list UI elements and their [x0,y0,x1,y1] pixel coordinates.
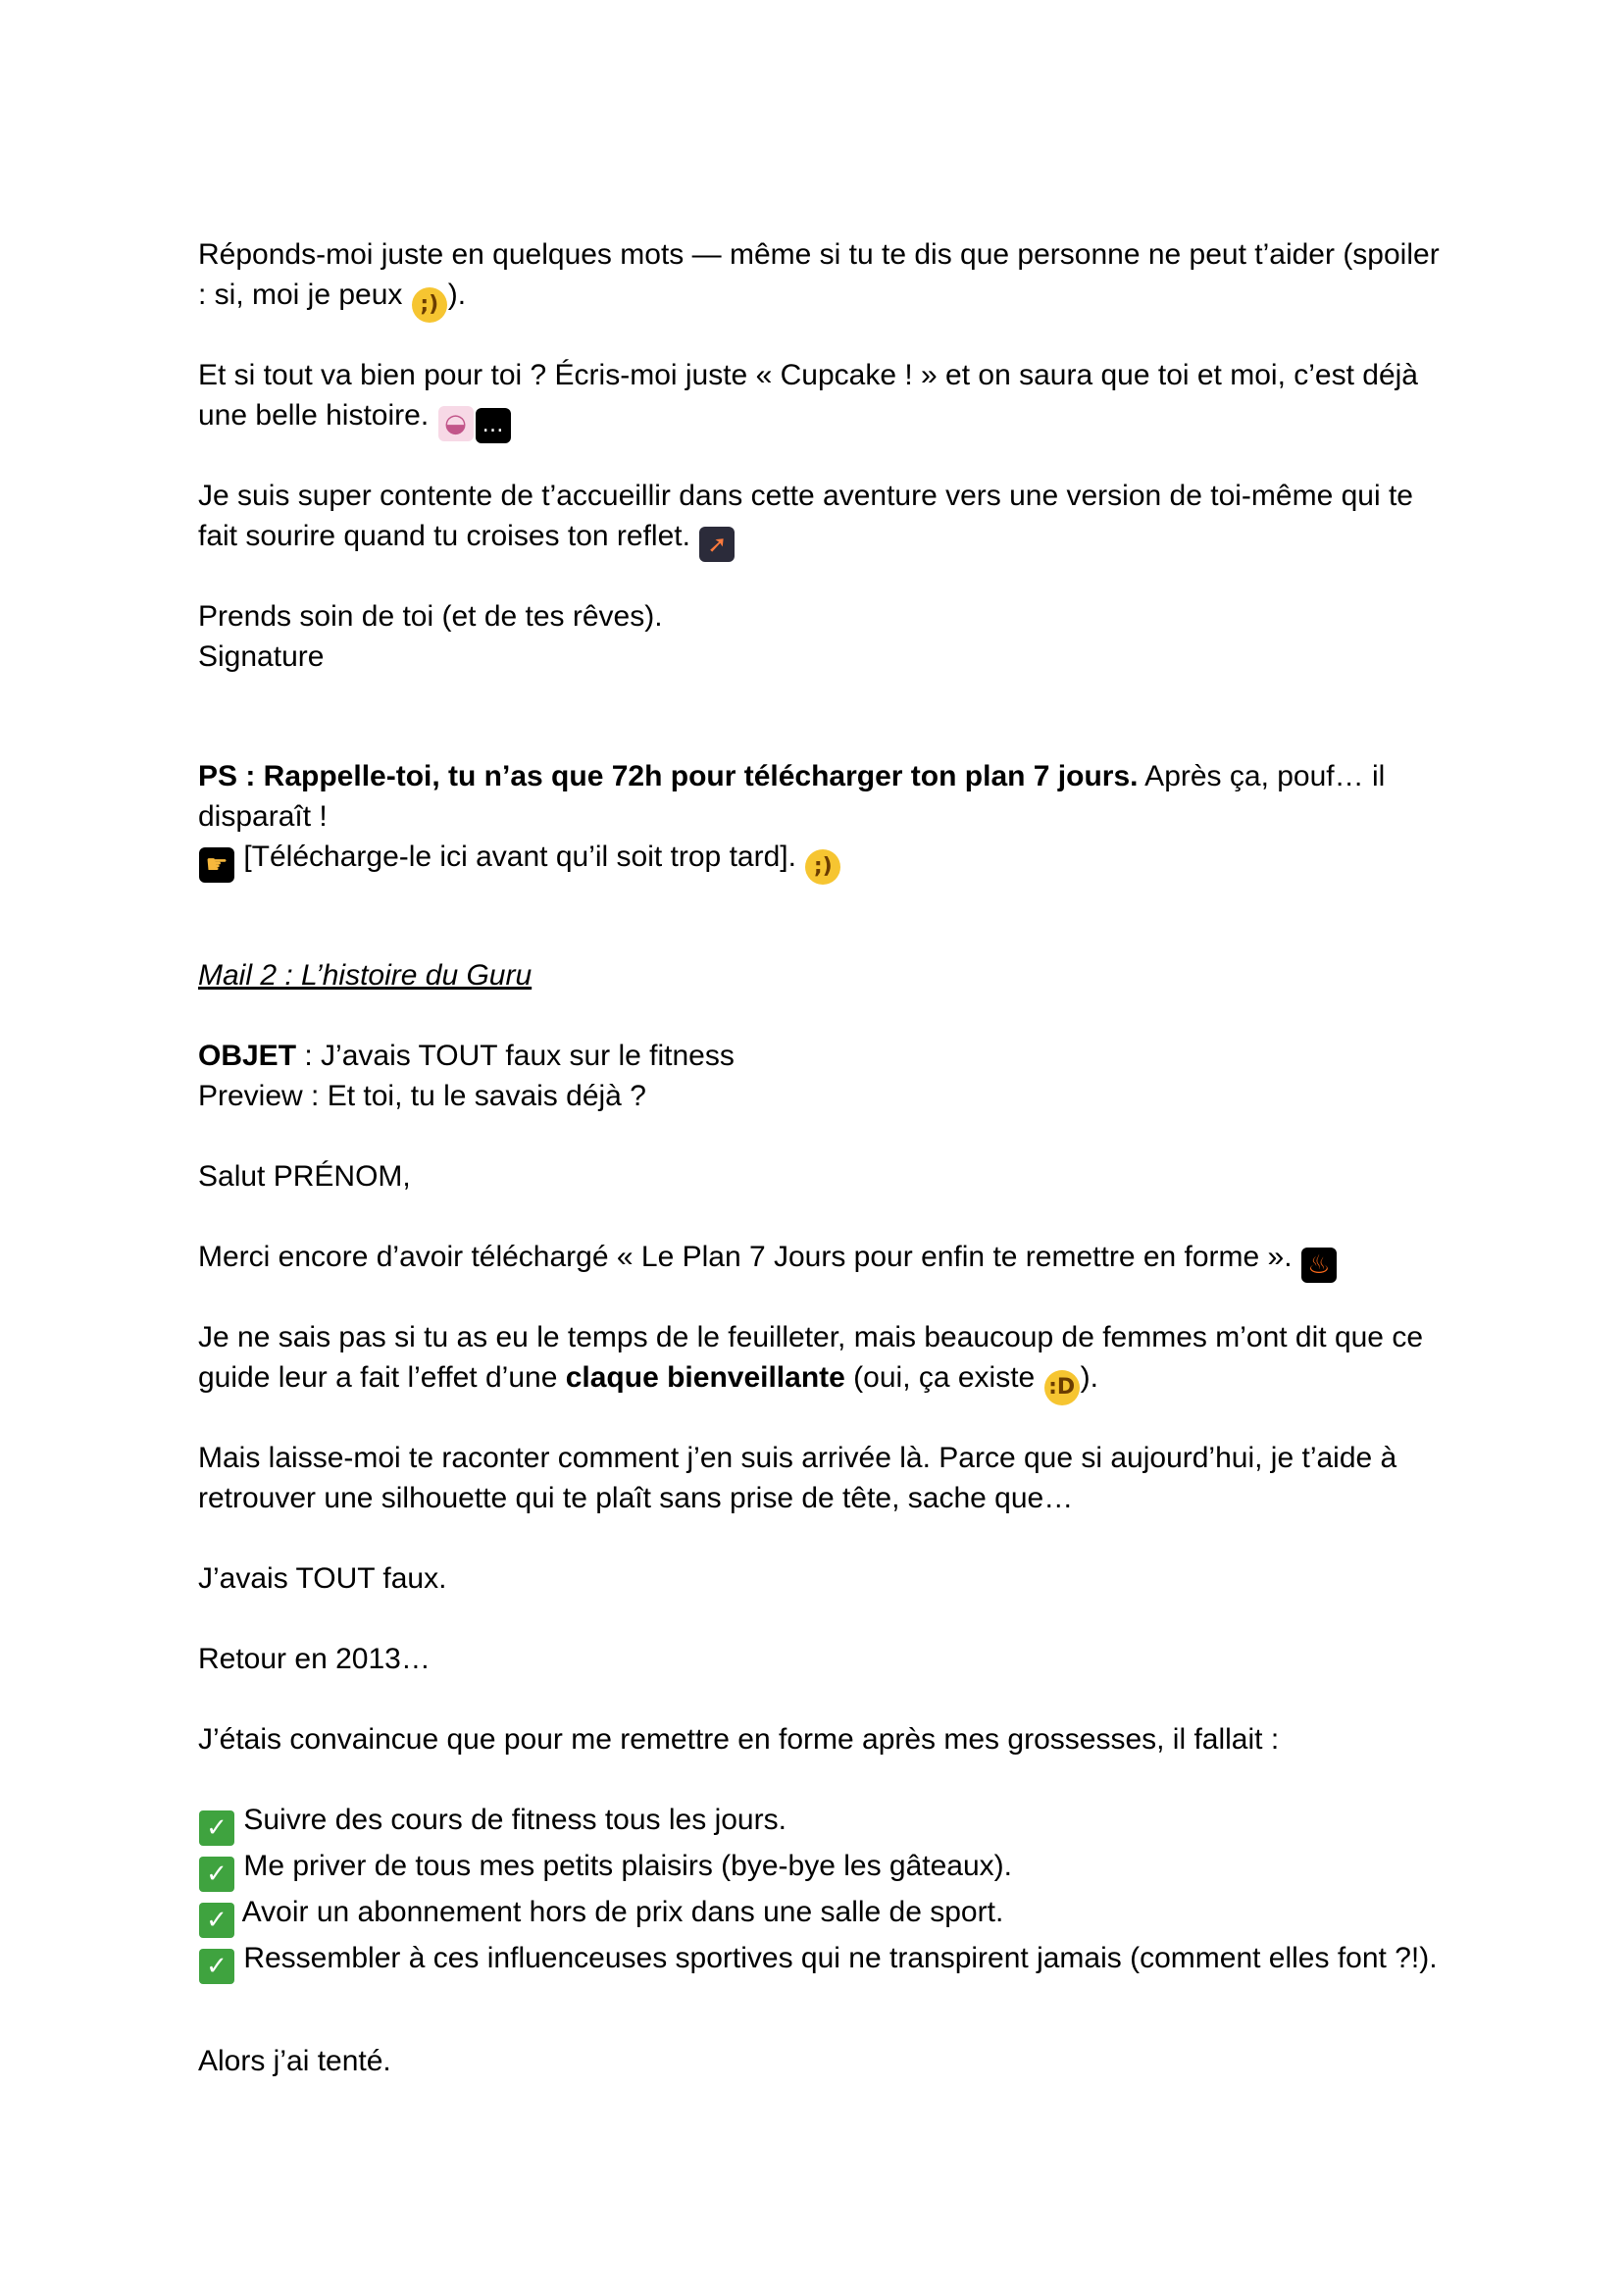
cupcake-emoji-icon: ◒ [438,406,474,441]
text-signoff: Prends soin de toi (et de tes rêves). [198,600,663,633]
text-reply-end: ). [447,279,467,311]
paragraph-convaincue: J’étais convaincue que pour me remettre en forme après mes grossesses, il fallait : [198,1723,1280,1756]
list-item-text: Avoir un abonnement hors de prix dans une salle de sport. [235,1896,1004,1928]
list-item [198,1938,1453,1984]
text-guide: Je ne sais pas si tu as eu le temps de le feuilleter, mais beaucoup de femmes m’ont dit que ce guide leur a fait l’effet d’une [198,1321,1424,1394]
paragraph-guide [198,1317,1453,1405]
paragraph-tout-faux: J’avais TOUT faux. [198,1562,447,1595]
check-mark-emoji-icon: ✓ [199,1949,234,1984]
check-mark-emoji-icon: ✓ [199,1810,234,1846]
text-reply: Réponds-moi juste en quelques mots — même si tu te dis que personne ne peut t’aider (spoiler : si, moi je peux [198,238,1440,311]
checklist [198,1800,1453,1984]
paragraph-reply [198,234,1453,323]
mail2-title: Mail 2 : L’histoire du Guru [198,959,533,992]
preview-text: Preview : Et toi, tu le savais déjà ? [198,1080,646,1112]
check-mark-emoji-icon: ✓ [199,1903,234,1938]
ps-bold-text: PS : Rappelle-toi, tu n’as que 72h pour télécharger ton plan 7 jours. [198,760,1139,792]
text-thanks: Merci encore d’avoir téléchargé « Le Plan 7 Jours pour enfin te remettre en forme ». [198,1241,1300,1273]
paragraph-story: Mais laisse-moi te raconter comment j’en suis arrivée là. Parce que si aujourd’hui, je t’aide à retrouver une silhouette qui te plaît sans prise de tête, sache que… [198,1442,1397,1514]
check-mark-emoji-icon: ✓ [199,1857,234,1892]
greeting: Salut PRÉNOM, [198,1160,411,1193]
fire-emoji-icon: ♨ [1301,1248,1337,1283]
paragraph-retour: Retour en 2013… [198,1643,431,1675]
paragraph-signoff [198,596,1453,677]
wink-emoji-icon: ;) [805,849,840,885]
text-guide-c: ). [1080,1361,1098,1394]
list-item [198,1846,1453,1892]
objet-label: OBJET [198,1040,297,1072]
grinning-sweat-emoji-icon: :D [1044,1370,1080,1405]
text-welcome: Je suis super contente de t’accueillir dans cette aventure vers une version de toi-même qui te fait sourire quand tu croises ton reflet. [198,480,1413,552]
paragraph-alors: Alors j’ai tenté. [198,2045,391,2077]
paragraph-ps [198,756,1453,885]
signature: Signature [198,640,325,673]
speech-bubble-emoji-icon: … [476,408,511,443]
rocket-emoji-icon: ➚ [699,527,735,562]
text-cupcake: Et si tout va bien pour toi ? Écris-moi juste « Cupcake ! » et on saura que toi et moi, c’est déjà une belle histoire. [198,359,1418,432]
pointing-hand-emoji-icon: ☛ [199,847,234,883]
list-item [198,1800,1453,1846]
list-item-text: Me priver de tous mes petits plaisirs (bye-bye les gâteaux). [235,1850,1012,1882]
paragraph-subject [198,1036,1453,1116]
objet-text: : J’avais TOUT faux sur le fitness [296,1040,735,1072]
bold-claque: claque bienveillante [565,1361,845,1394]
text-guide-b: (oui, ça existe [844,1361,1043,1394]
list-item-text: Suivre des cours de fitness tous les jours. [235,1804,787,1836]
paragraph-thanks [198,1237,1453,1283]
wink-emoji-icon: ;) [412,287,447,323]
paragraph-welcome [198,476,1453,562]
download-link-text[interactable]: [Télécharge-le ici avant qu’il soit trop tard]. [235,841,805,873]
list-item-text: Ressembler à ces influenceuses sportives qui ne transpirent jamais (comment elles font ?!). [235,1942,1438,1974]
list-item [198,1892,1453,1938]
ps-text: Après ça, pouf… il disparaît ! [198,760,1386,833]
paragraph-cupcake [198,355,1453,443]
